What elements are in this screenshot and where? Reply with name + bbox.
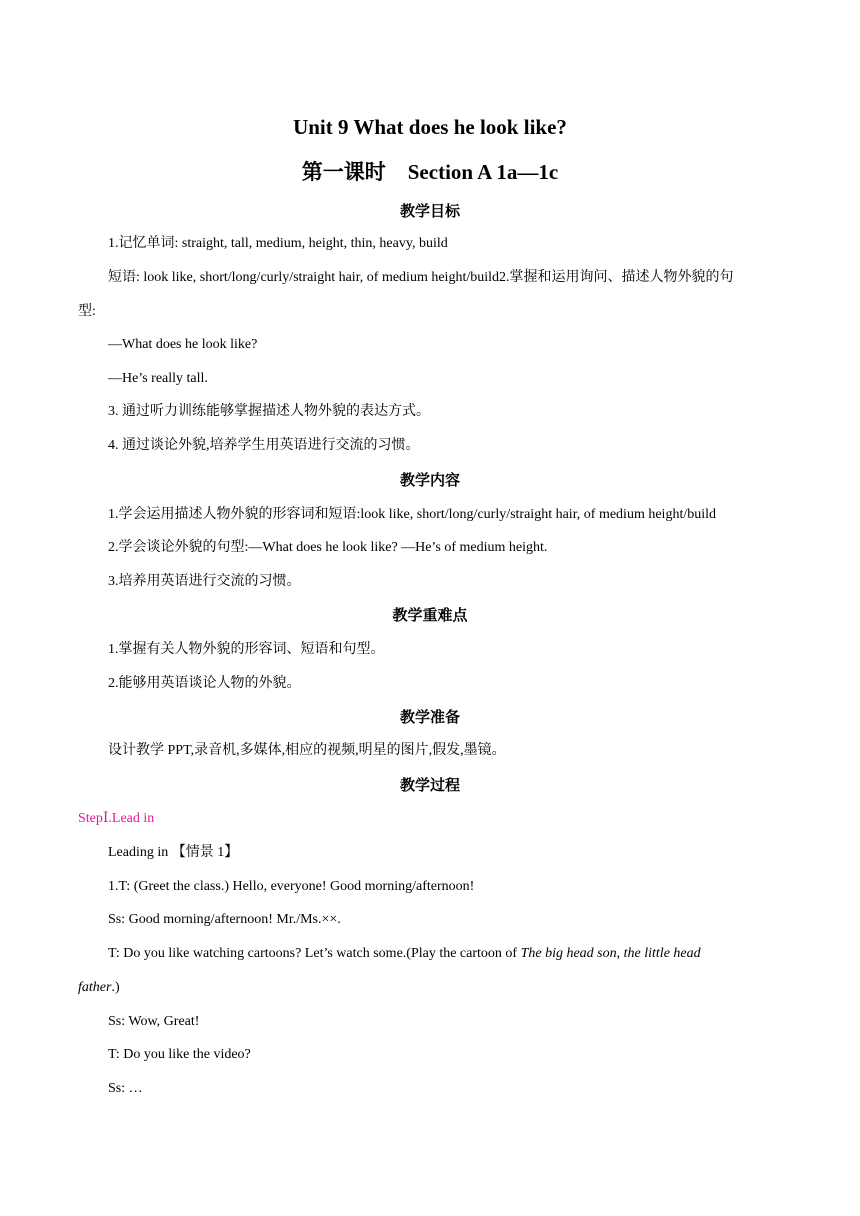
objectives-line: 3. 通过听力训练能够掌握描述人物外貌的表达方式。 bbox=[108, 404, 430, 419]
objectives-line: 型: bbox=[78, 304, 96, 319]
content-line: 3.培养用英语进行交流的习惯。 bbox=[108, 574, 301, 589]
key-points-line: 2.能够用英语谈论人物的外貌。 bbox=[108, 676, 301, 691]
heading-content: 教学内容 bbox=[399, 471, 460, 489]
process-line: Ss: Wow, Great! bbox=[108, 1014, 200, 1029]
step-lead-in: StepⅠ.Lead in bbox=[78, 811, 155, 826]
subtitle-section: Section A 1a—1c bbox=[407, 160, 559, 184]
heading-objectives: 教学目标 bbox=[399, 202, 460, 220]
heading-preparation: 教学准备 bbox=[399, 708, 460, 726]
process-line: Leading in 【情景 1】 bbox=[108, 845, 239, 860]
objectives-line: 4. 通过谈论外貌,培养学生用英语进行交流的习惯。 bbox=[108, 438, 420, 453]
process-line: Ss: Good morning/afternoon! Mr./Ms.××. bbox=[108, 912, 341, 927]
objectives-line: —What does he look like? bbox=[108, 337, 258, 352]
process-text: , bbox=[616, 946, 624, 961]
objectives-line: —He’s really tall. bbox=[108, 371, 208, 386]
cartoon-title: father bbox=[78, 980, 112, 995]
key-points-line: 1.掌握有关人物外貌的形容词、短语和句型。 bbox=[108, 642, 385, 657]
process-text: T: Do you like watching cartoons? Let’s watch some.(Play the cartoon of bbox=[108, 946, 521, 961]
cartoon-title: The big head son bbox=[520, 946, 617, 961]
process-line bbox=[78, 978, 120, 998]
process-line: 1.T: (Greet the class.) Hello, everyone! Good morning/afternoon! bbox=[108, 879, 475, 894]
process-line bbox=[108, 944, 701, 964]
heading-key-points: 教学重难点 bbox=[392, 606, 468, 624]
subtitle-lesson: 第一课时 bbox=[301, 160, 386, 184]
objectives-line: 1.记忆单词: straight, tall, medium, height, thin, heavy, build bbox=[108, 236, 448, 251]
heading-process: 教学过程 bbox=[399, 776, 460, 794]
document-title: Unit 9 What does he look like? bbox=[293, 115, 567, 139]
content-line: 1.学会运用描述人物外貌的形容词和短语:look like, short/long/curly/straight hair, of medium height/build bbox=[108, 507, 717, 522]
content-line: 2.学会谈论外貌的句型:—What does he look like? —He’s of medium height. bbox=[108, 540, 548, 555]
preparation-line: 设计教学 PPT,录音机,多媒体,相应的视频,明星的图片,假发,墨镜。 bbox=[108, 743, 506, 758]
process-text: .) bbox=[111, 980, 120, 995]
process-line: Ss: … bbox=[108, 1081, 143, 1096]
objectives-line: 短语: look like, short/long/curly/straight hair, of medium height/build2.掌握和运用询问、描述人物外貌的句 bbox=[108, 270, 734, 285]
cartoon-title: the little head bbox=[623, 946, 701, 961]
document-subtitle bbox=[0, 158, 860, 186]
process-line: T: Do you like the video? bbox=[108, 1047, 251, 1062]
